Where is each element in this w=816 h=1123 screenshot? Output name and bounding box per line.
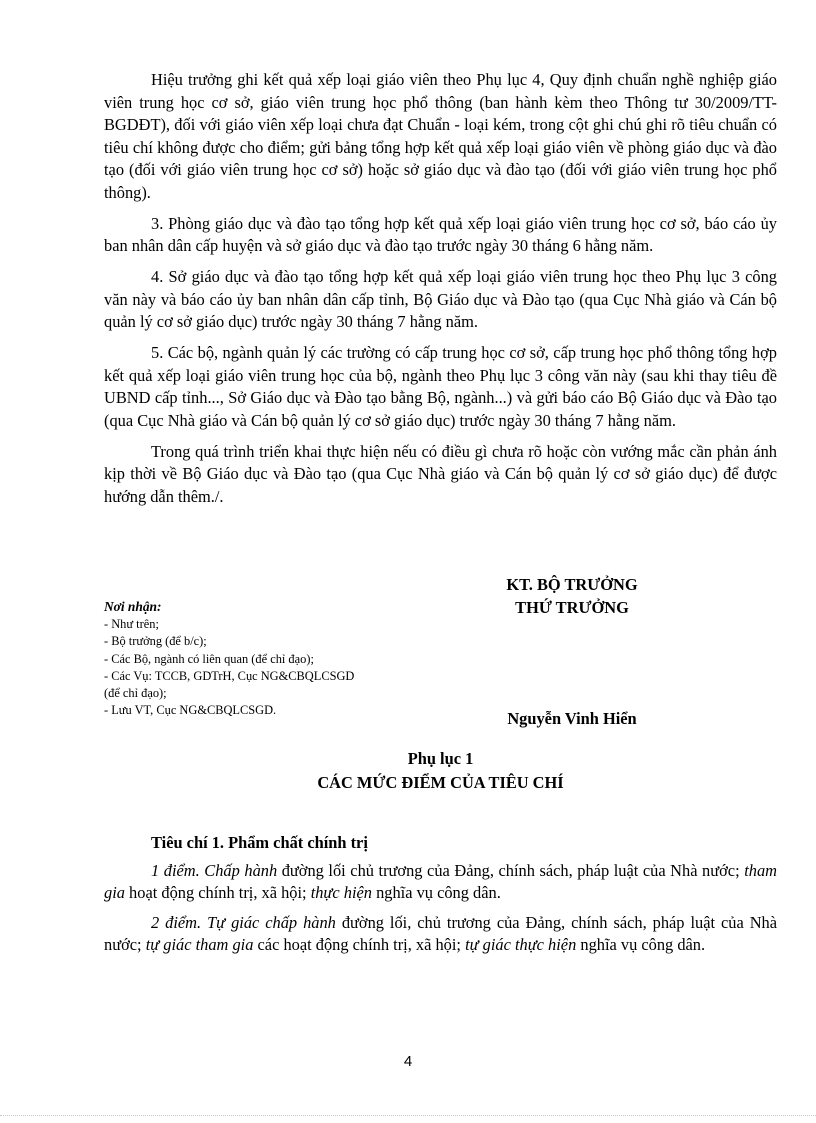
signer-title-line2: THỨ TRƯỞNG	[515, 598, 629, 617]
paragraph-item-4: 4. Sở giáo dục và đào tạo tổng hợp kết quả xếp loại giáo viên trung học theo Phụ lục 3 công văn này và báo cáo ủy ban nhân dân cấp tỉnh, Bộ Giáo dục và Đào tạo (qua Cục Nhà giáo và Cán bộ quản lý cơ sở giáo dục) trước ngày 30 tháng 7 hằng năm.	[104, 267, 777, 331]
recipient-item: - Như trên;	[104, 617, 159, 631]
body-text	[104, 69, 777, 508]
recipient-item: - Bộ trưởng (để b/c);	[104, 634, 207, 649]
signer-name: Nguyễn Vinh Hiển	[507, 709, 637, 728]
paragraph-item-5: 5. Các bộ, ngành quản lý các trường có cấp trung học cơ sở, cấp trung học phổ thông tổng hợp kết quả xếp loại giáo viên trung học của bộ, ngành theo Phụ lục 3 công văn này (sau khi thay tiêu đề UBND cấp tỉnh..., Sở Giáo dục và Đào tạo bằng Bộ, ngành...) và gửi báo cáo Bộ Giáo dục và Đào tạo (qua Cục Nhà giáo và Cán bộ quản lý cơ sở giáo dục) trước ngày 30 tháng 7 hằng năm.	[104, 343, 777, 430]
criterion-section	[104, 832, 777, 964]
level-2-lead: 2 điểm. Tự giác chấp hành	[151, 912, 336, 932]
level-1-emphasis-3: thực hiện	[310, 883, 372, 902]
criterion-level-2	[104, 912, 777, 957]
signature-block	[104, 573, 777, 743]
level-1-emphasis-2: tham gia	[104, 860, 777, 902]
level-1-text: đường lối chủ trương của Đảng, chính sách, pháp luật của Nhà nước;	[277, 860, 745, 880]
level-1-text-3: nghĩa vụ công dân.	[371, 883, 501, 902]
recipients-heading: Nơi nhận:	[104, 599, 162, 614]
level-2-emphasis-3: tự giác thực hiện	[465, 935, 577, 954]
recipient-item: - Các Bộ, ngành có liên quan (để chỉ đạo);	[104, 651, 314, 666]
paragraph-closing: Trong quá trình triển khai thực hiện nếu có điều gì chưa rõ hoặc còn vướng mắc cần phản ánh kịp thời về Bộ Giáo dục và Đào tạo (qua Cục Nhà giáo và Cán bộ quản lý cơ sở giáo dục) để được hướng dẫn thêm./.	[104, 441, 777, 506]
level-2-emphasis-2: tự giác tham gia	[145, 935, 254, 954]
page-bottom-divider	[0, 1115, 816, 1116]
appendix-heading	[104, 747, 777, 795]
recipient-item: (để chỉ đạo);	[104, 686, 167, 701]
signer-title-line1: KT. BỘ TRƯỞNG	[506, 575, 638, 594]
level-2-text-3: nghĩa vụ công dân.	[576, 935, 706, 954]
appendix-title: CÁC MỨC ĐIỂM CỦA TIÊU CHÍ	[317, 773, 564, 792]
level-1-text-2: hoạt động chính trị, xã hội;	[124, 883, 311, 902]
recipient-item: - Các Vụ: TCCB, GDTrH, Cục NG&CBQLCSGD	[104, 668, 355, 683]
page-number: 4	[403, 1053, 413, 1070]
criterion-title: Tiêu chí 1. Phẩm chất chính trị	[151, 833, 368, 852]
paragraph-item-3: 3. Phòng giáo dục và đào tạo tổng hợp kết quả xếp loại giáo viên trung học cơ sở, báo cáo ủy ban nhân dân cấp huyện và sở giáo dục và đào tạo trước ngày 30 tháng 6 hằng năm.	[104, 213, 777, 255]
recipients-list	[104, 598, 434, 720]
level-2-text: đường lối, chủ trương của Đảng, chính sách, pháp luật của Nhà nước;	[104, 912, 777, 954]
recipients-items	[104, 616, 434, 720]
level-2-text-2: các hoạt động chính trị, xã hội;	[253, 935, 466, 954]
criterion-level-1	[104, 860, 777, 905]
level-1-lead: 1 điểm. Chấp hành	[151, 860, 278, 880]
signer	[446, 573, 698, 730]
appendix-label: Phụ lục 1	[407, 749, 474, 768]
paragraph-principal: Hiệu trưởng ghi kết quả xếp loại giáo viên theo Phụ lục 4, Quy định chuẩn nghề nghiệp giáo viên trung học cơ sở, giáo viên trung học phổ thông (ban hành kèm theo Thông tư 30/2009/TT-BGDĐT), đối với giáo viên xếp loại chưa đạt Chuẩn - loại kém, trong cột ghi chú ghi rõ tiêu chuẩn có tiêu chí không được cho điểm; gửi bảng tổng hợp kết quả xếp loại giáo viên về phòng giáo dục và đào tạo (đối với giáo viên trung học cơ sở) hoặc sở giáo dục và đào tạo (đối với giáo viên trung học phổ thông).	[104, 70, 777, 202]
recipient-item: - Lưu VT, Cục NG&CBQLCSGD.	[104, 703, 277, 718]
